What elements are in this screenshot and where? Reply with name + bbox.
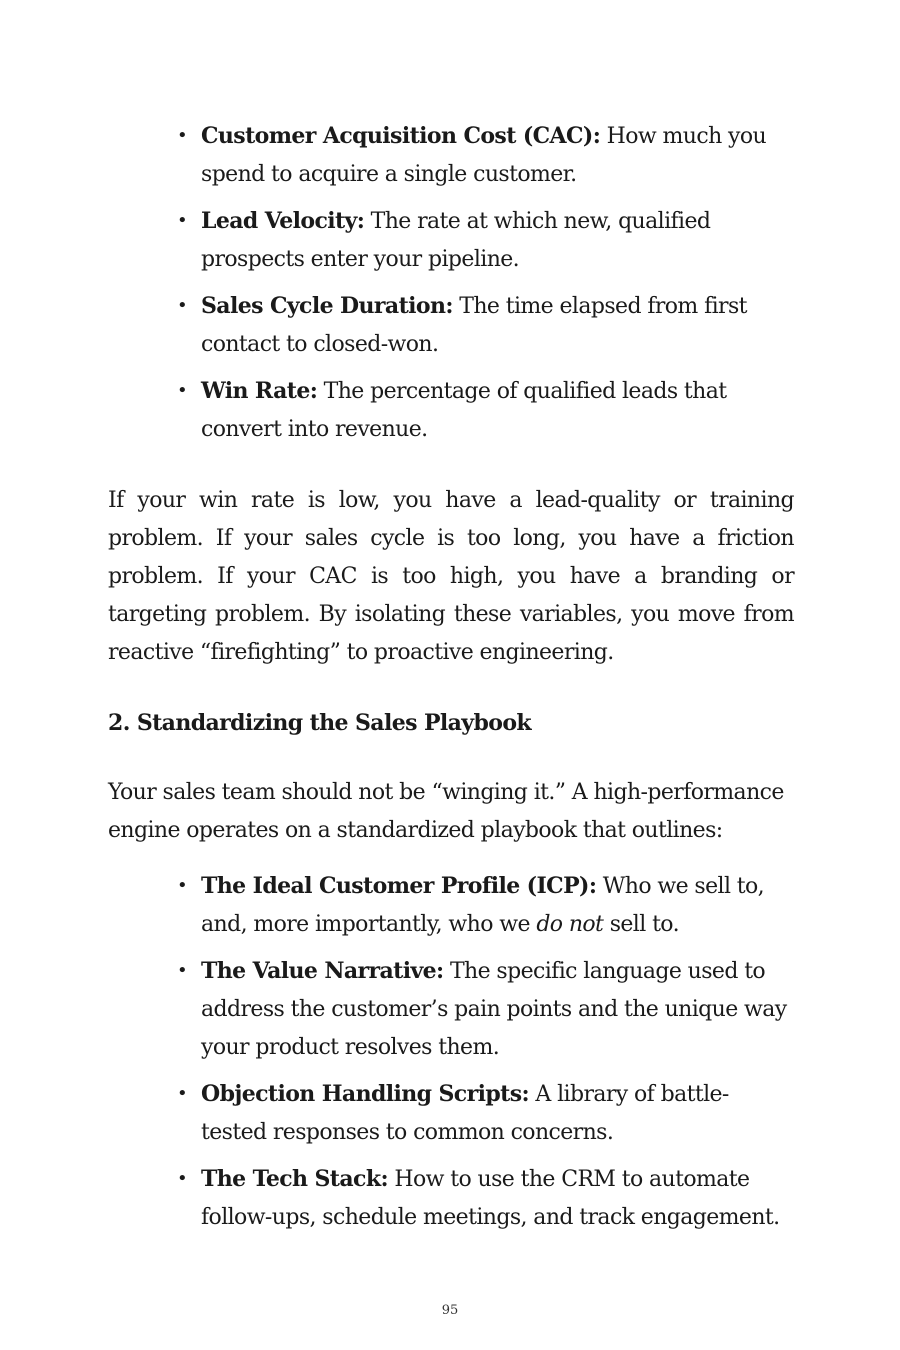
list-item-term: Win Rate: [201,378,318,404]
list-item-description: The percentage of qualified leads that convert into revenue. [201,379,727,442]
list-item-description: How to use the CRM to automate follow-ups, schedule meetings, and track engagement. [201,1167,780,1230]
list-item [177,1160,794,1237]
list-item [177,117,794,194]
section-heading: 2. Standardizing the Sales Playbook [108,710,532,736]
list-item-term: The Tech Stack: [201,1166,388,1192]
body-paragraph: If your win rate is low, you have a lead-quality or training problem. If your sales cycle is too long, you have a friction problem. If your CAC is too high, you have a branding or targeting problem. By isolating these variables, you move from reactive “firefighting” to proactive engineering. [108,488,794,665]
bullet-icon: • [177,210,188,231]
list-item-term: The Ideal Customer Profile (ICP): [201,873,597,899]
list-item-term: Lead Velocity: [201,208,365,234]
list-item-term: The Value Narrative: [201,958,444,984]
list-item-description: The rate at which new, qualified prospects enter your pipeline. [201,209,711,272]
list-item [177,202,794,279]
bullet-icon: • [177,960,188,981]
list-item [177,952,794,1067]
bullet-icon: • [177,875,188,896]
metrics-list [108,117,794,449]
bullet-icon: • [177,380,188,401]
list-item [177,1075,794,1152]
bullet-icon: • [177,295,188,316]
list-item-term: Sales Cycle Duration: [201,293,453,319]
list-item-description: A library of battle-tested responses to common concerns. [201,1082,729,1145]
list-item-term: Objection Handling Scripts: [201,1081,530,1107]
list-item-description: Who we sell to, and, more importantly, who we [201,874,765,937]
list-item-term: Customer Acquisition Cost (CAC): [201,123,601,149]
list-item [177,287,794,364]
bullet-icon: • [177,1083,188,1104]
list-item [177,372,794,449]
page-number: 95 [441,1303,459,1318]
playbook-list [108,867,794,1237]
list-item-description: The time elapsed from first contact to closed-won. [201,294,747,357]
body-paragraph: Your sales team should not be “winging it.” A high-performance engine operates on a standardized playbook that outlines: [108,780,784,843]
list-item [177,867,794,944]
list-item-description-end: sell to. [603,912,679,937]
list-item-description: How much you spend to acquire a single customer. [201,124,767,187]
bullet-icon: • [177,1168,188,1189]
emphasis-text: do not [536,912,604,937]
bullet-icon: • [177,125,188,146]
page-body [108,117,794,1237]
list-item-description: The specific language used to address the customer’s pain points and the unique way your product resolves them. [201,959,787,1060]
